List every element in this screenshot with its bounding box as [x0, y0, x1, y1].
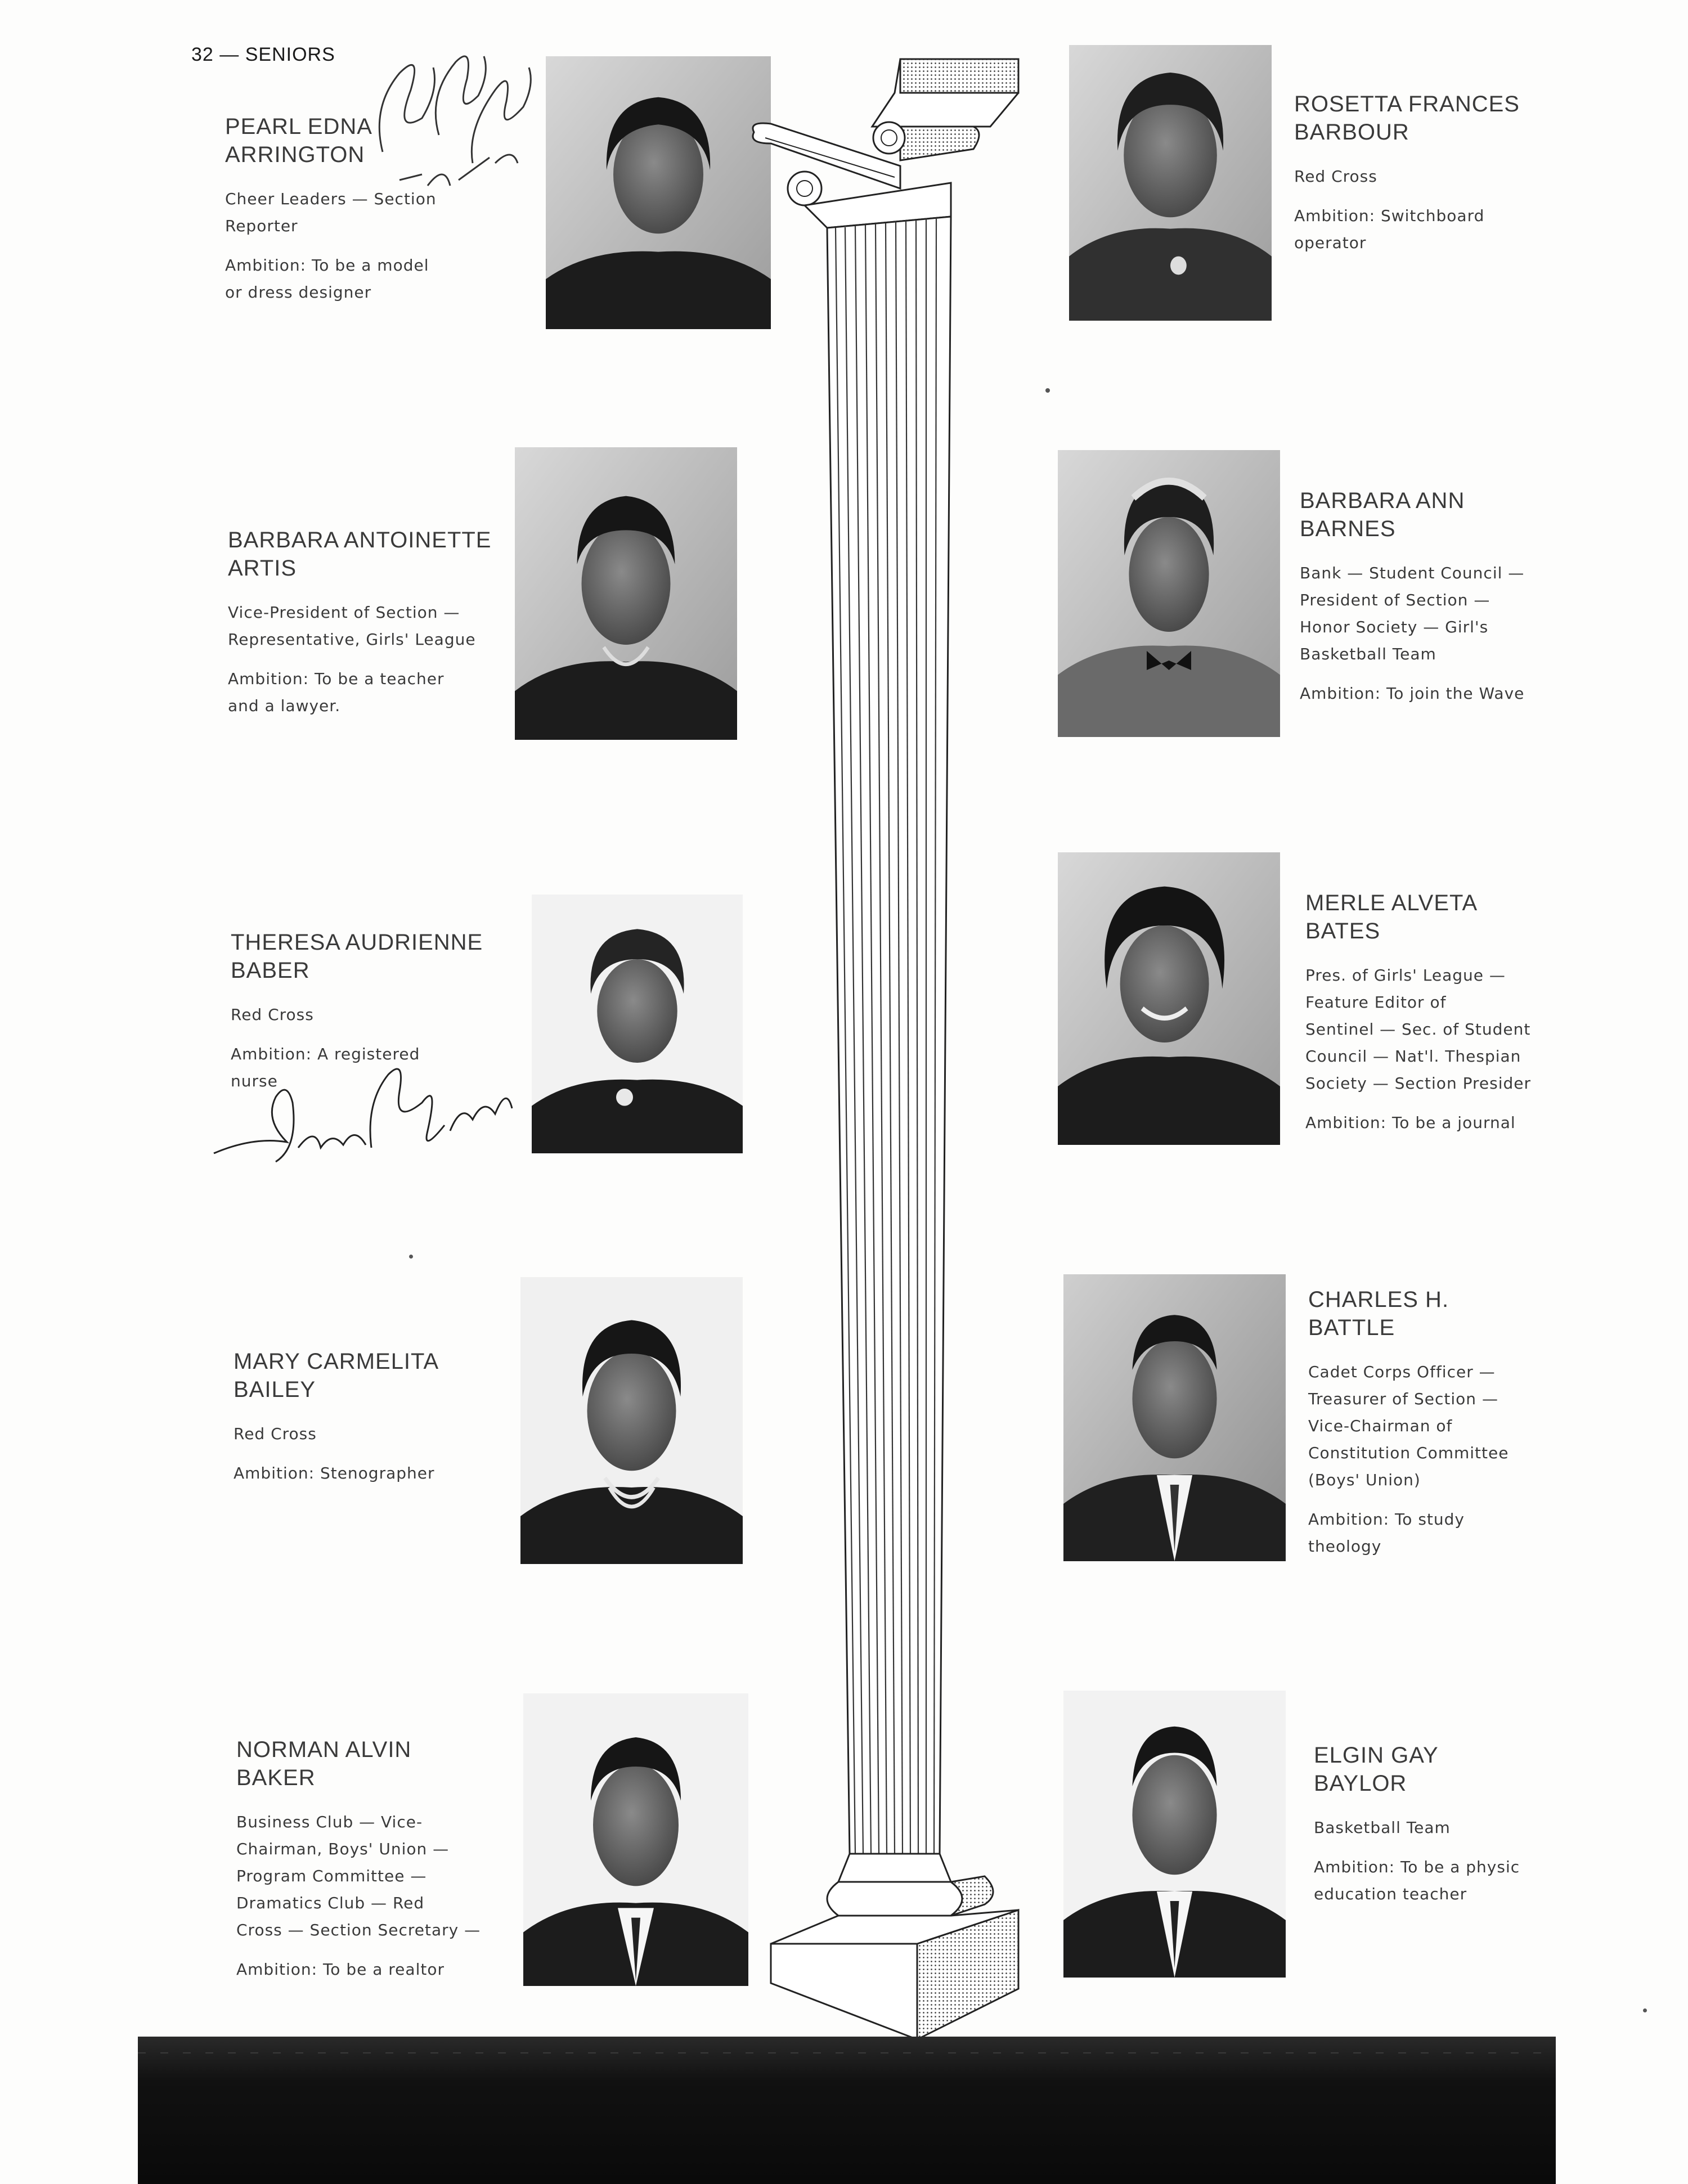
- senior-portrait: [1063, 1274, 1286, 1561]
- senior-portrait: [1058, 852, 1280, 1145]
- senior-name: CHARLES H. BATTLE: [1308, 1287, 1449, 1340]
- senior-name: ELGIN GAY BAYLOR: [1314, 1743, 1439, 1796]
- senior-entry: [234, 1347, 526, 1487]
- senior-entry: [228, 526, 543, 720]
- senior-portrait: [1069, 45, 1272, 321]
- senior-portrait: [523, 1693, 748, 1986]
- senior-activities: Vice-President of Section — Representative, Girls' League: [228, 603, 476, 649]
- senior-name: THERESA AUDRIENNE BABER: [231, 930, 483, 983]
- senior-ambition: Ambition: To be a teacher and a lawyer.: [228, 669, 445, 715]
- senior-ambition: Ambition: To join the Wave: [1300, 684, 1525, 703]
- senior-portrait: [1058, 450, 1280, 737]
- senior-activities: Red Cross: [231, 1005, 314, 1024]
- senior-name: PEARL EDNA ARRINGTON: [225, 114, 372, 167]
- senior-name: BARBARA ANTOINETTE ARTIS: [228, 528, 492, 581]
- senior-ambition: Ambition: To be a realtor: [236, 1960, 445, 1979]
- senior-portrait: [520, 1277, 743, 1564]
- senior-name: MERLE ALVETA BATES: [1305, 891, 1478, 943]
- senior-activities: Red Cross: [234, 1424, 317, 1443]
- print-speck: [1045, 388, 1050, 393]
- senior-ambition: Ambition: To be a model or dress designer: [225, 256, 429, 302]
- senior-entry: [1300, 487, 1615, 707]
- senior-entry: [1305, 889, 1620, 1136]
- handwritten-note: [360, 23, 551, 203]
- senior-portrait: [546, 56, 771, 329]
- senior-activities: Bank — Student Council — President of Section — Honor Society — Girl's Basketball Team: [1300, 564, 1525, 663]
- senior-activities: Basketball Team: [1314, 1818, 1451, 1837]
- senior-name: BARBARA ANN BARNES: [1300, 488, 1465, 541]
- senior-name: MARY CARMELITA BAILEY: [234, 1349, 439, 1402]
- senior-entry: [236, 1736, 540, 1983]
- senior-ambition: Ambition: To study theology: [1308, 1510, 1465, 1556]
- senior-ambition: Ambition: Switchboard operator: [1294, 206, 1485, 252]
- print-speck: [1643, 2008, 1647, 2012]
- senior-entry: [1308, 1286, 1623, 1560]
- senior-ambition: Ambition: Stenographer: [234, 1464, 435, 1482]
- senior-activities: Pres. of Girls' League — Feature Editor of Sentinel — Sec. of Student Council — Nat'l. Thespian Society — Section Presider: [1305, 966, 1531, 1093]
- bottom-dark-band: [138, 2037, 1556, 2184]
- senior-entry: [1294, 90, 1609, 257]
- senior-portrait: [1063, 1691, 1286, 1978]
- print-speck: [409, 1255, 413, 1259]
- senior-ambition: Ambition: To be a physic education teacher: [1314, 1858, 1520, 1903]
- senior-activities: Cheer Leaders — Section Reporter: [225, 190, 437, 235]
- senior-activities: Cadet Corps Officer — Treasurer of Section — Vice-Chairman of Constitution Committee (Boys' Union): [1308, 1363, 1509, 1489]
- senior-name: NORMAN ALVIN BAKER: [236, 1737, 412, 1790]
- ionic-column-illustration: [748, 53, 1041, 2051]
- senior-ambition: Ambition: To be a journal: [1305, 1113, 1516, 1132]
- handwritten-signature: [203, 1041, 518, 1176]
- senior-entry: [1314, 1741, 1629, 1908]
- senior-activities: Red Cross: [1294, 167, 1377, 186]
- senior-activities: Business Club — Vice- Chairman, Boys' Union — Program Committee — Dramatics Club — Red Cross — Section Secretary —: [236, 1813, 481, 1939]
- page-header: 32 — SENIORS: [191, 44, 335, 65]
- senior-portrait: [515, 447, 737, 740]
- senior-name: ROSETTA FRANCES BARBOUR: [1294, 92, 1520, 145]
- senior-ambition: Ambition: A registered nurse: [231, 1045, 420, 1090]
- senior-portrait: [532, 895, 743, 1153]
